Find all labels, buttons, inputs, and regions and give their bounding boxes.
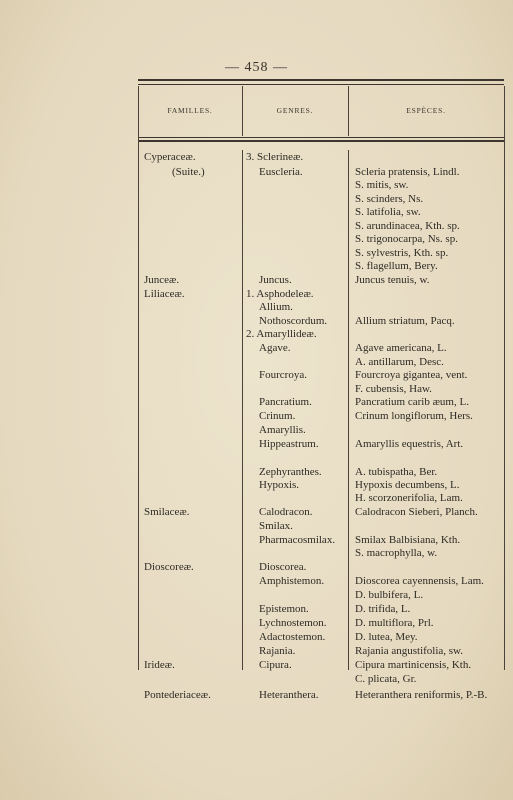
- table-row: [0, 178, 513, 193]
- species-cell: H. scorzonerifolia, Lam.: [355, 492, 463, 504]
- page-number: — 458 —: [225, 60, 288, 75]
- table-row: [0, 672, 513, 687]
- genus-cell: Heteranthera.: [259, 689, 319, 701]
- family-cell: Smilaceæ.: [144, 506, 190, 518]
- genus-cell: Pancratium.: [259, 396, 312, 408]
- genus-cell: Adactostemon.: [259, 631, 326, 643]
- table-row: [0, 505, 513, 520]
- genus-cell: Hippeastrum.: [259, 438, 319, 450]
- genus-cell: Euscleria.: [259, 166, 303, 178]
- species-cell: D. bulbifera, L.: [355, 589, 424, 601]
- species-cell: Allium striatum, Pacq.: [355, 315, 455, 327]
- family-cell: Junceæ.: [144, 274, 180, 286]
- table-row: [0, 205, 513, 220]
- genus-cell: Pharmacosmilax.: [259, 534, 336, 546]
- genus-cell: Agave.: [259, 342, 291, 354]
- table-row: [0, 602, 513, 617]
- table-row: [0, 232, 513, 247]
- table-row: [0, 150, 513, 165]
- table-row: [0, 395, 513, 410]
- genus-cell: Smilax.: [259, 520, 293, 532]
- species-cell: S. flagellum, Bery.: [355, 260, 438, 272]
- species-cell: Rajania angustifolia, sw.: [355, 645, 464, 657]
- species-cell: S. mitis, sw.: [355, 179, 409, 191]
- genus-cell: Crinum.: [259, 410, 296, 422]
- table-row: [0, 546, 513, 561]
- table-row: [0, 273, 513, 288]
- species-cell: Dioscorea cayennensis, Lam.: [355, 575, 484, 587]
- table-row: [0, 409, 513, 424]
- table-row: [0, 491, 513, 506]
- species-cell: D. multiflora, Prl.: [355, 617, 434, 629]
- header-familles: FAMILLES.: [167, 106, 213, 115]
- species-cell: Amaryllis equestris, Art.: [355, 438, 464, 450]
- genus-cell: Amaryllis.: [259, 424, 306, 436]
- species-cell: S. trigonocarpa, Ns. sp.: [355, 233, 458, 245]
- species-cell: F. cubensis, Haw.: [355, 383, 432, 395]
- header-top-rule: [138, 79, 504, 81]
- family-cell: Irideæ.: [144, 659, 175, 671]
- species-cell: Calodracon Sieberi, Planch.: [355, 506, 478, 518]
- species-cell: Scleria pratensis, Lindl.: [355, 166, 460, 178]
- species-cell: S. scinders, Ns.: [355, 193, 424, 205]
- species-cell: A. antillarum, Desc.: [355, 356, 444, 368]
- species-cell: Agave americana, L.: [355, 342, 447, 354]
- species-cell: S. arundinacea, Kth. sp.: [355, 220, 460, 232]
- family-cell: Dioscoreæ.: [144, 561, 194, 573]
- species-cell: Heteranthera reniformis, P.-B.: [355, 689, 488, 701]
- species-cell: Smilax Balbisiana, Kth.: [355, 534, 461, 546]
- species-cell: D. trifida, L.: [355, 603, 411, 615]
- family-cell: (Suite.): [172, 166, 205, 178]
- header-bottom-rule: [138, 137, 504, 138]
- species-cell: Pancratium carib æum, L.: [355, 396, 469, 408]
- species-cell: Juncus tenuis, w.: [355, 274, 430, 286]
- table-row: [0, 560, 513, 575]
- species-cell: D. lutea, Mey.: [355, 631, 418, 643]
- genus-cell: Allium.: [259, 301, 293, 313]
- header-top-rule-thin: [138, 84, 504, 85]
- species-cell: C. plicata, Gr.: [355, 673, 417, 685]
- table-row: [0, 616, 513, 631]
- table-row: [0, 630, 513, 645]
- genus-cell: Cipura.: [259, 659, 292, 671]
- table-row: [0, 644, 513, 659]
- species-cell: S. latifolia, sw.: [355, 206, 421, 218]
- genus-cell: Hypoxis.: [259, 479, 300, 491]
- header-genres: GENRES.: [276, 106, 314, 115]
- table-row: [0, 588, 513, 603]
- table-row: [0, 368, 513, 383]
- genus-cell: Amphistemon.: [259, 575, 325, 587]
- genus-cell: Calodracon.: [259, 506, 313, 518]
- table-row: [0, 519, 513, 534]
- species-cell: S. sylvestris, Kth. sp.: [355, 247, 449, 259]
- species-cell: S. macrophylla, w.: [355, 547, 438, 559]
- species-cell: Crinum longiflorum, Hers.: [355, 410, 473, 422]
- genus-cell: Rajania.: [259, 645, 296, 657]
- genus-cell: 2. Amaryllideæ.: [246, 328, 317, 340]
- table-row: [0, 341, 513, 356]
- table-row: [0, 300, 513, 315]
- header-bottom-rule-thick: [138, 140, 504, 142]
- table-row: [0, 437, 513, 452]
- family-cell: Cyperaceæ.: [144, 151, 196, 163]
- species-cell: A. tubispatha, Ber.: [355, 466, 438, 478]
- table-row: [0, 574, 513, 589]
- table-row: [0, 327, 513, 342]
- table-row: [0, 688, 513, 703]
- species-cell: Fourcroya gigantea, vent.: [355, 369, 468, 381]
- genus-cell: Nothoscordum.: [259, 315, 328, 327]
- genus-cell: 1. Asphodeleæ.: [246, 288, 314, 300]
- family-cell: Pontederiaceæ.: [144, 689, 211, 701]
- species-cell: Hypoxis decumbens, L.: [355, 479, 460, 491]
- genus-cell: Fourcroya.: [259, 369, 307, 381]
- genus-cell: Zephyranthes.: [259, 466, 322, 478]
- genus-cell: Epistemon.: [259, 603, 309, 615]
- header-especes: ESPÈCES.: [406, 106, 446, 115]
- genus-cell: Lychnostemon.: [259, 617, 327, 629]
- species-cell: Cipura martinicensis, Kth.: [355, 659, 472, 671]
- table-row: [0, 259, 513, 274]
- table-row: [0, 423, 513, 438]
- genus-cell: 3. Sclerineæ.: [246, 151, 304, 163]
- table-row: [0, 658, 513, 673]
- family-cell: Liliaceæ.: [144, 288, 185, 300]
- genus-cell: Dioscorea.: [259, 561, 307, 573]
- genus-cell: Juncus.: [259, 274, 292, 286]
